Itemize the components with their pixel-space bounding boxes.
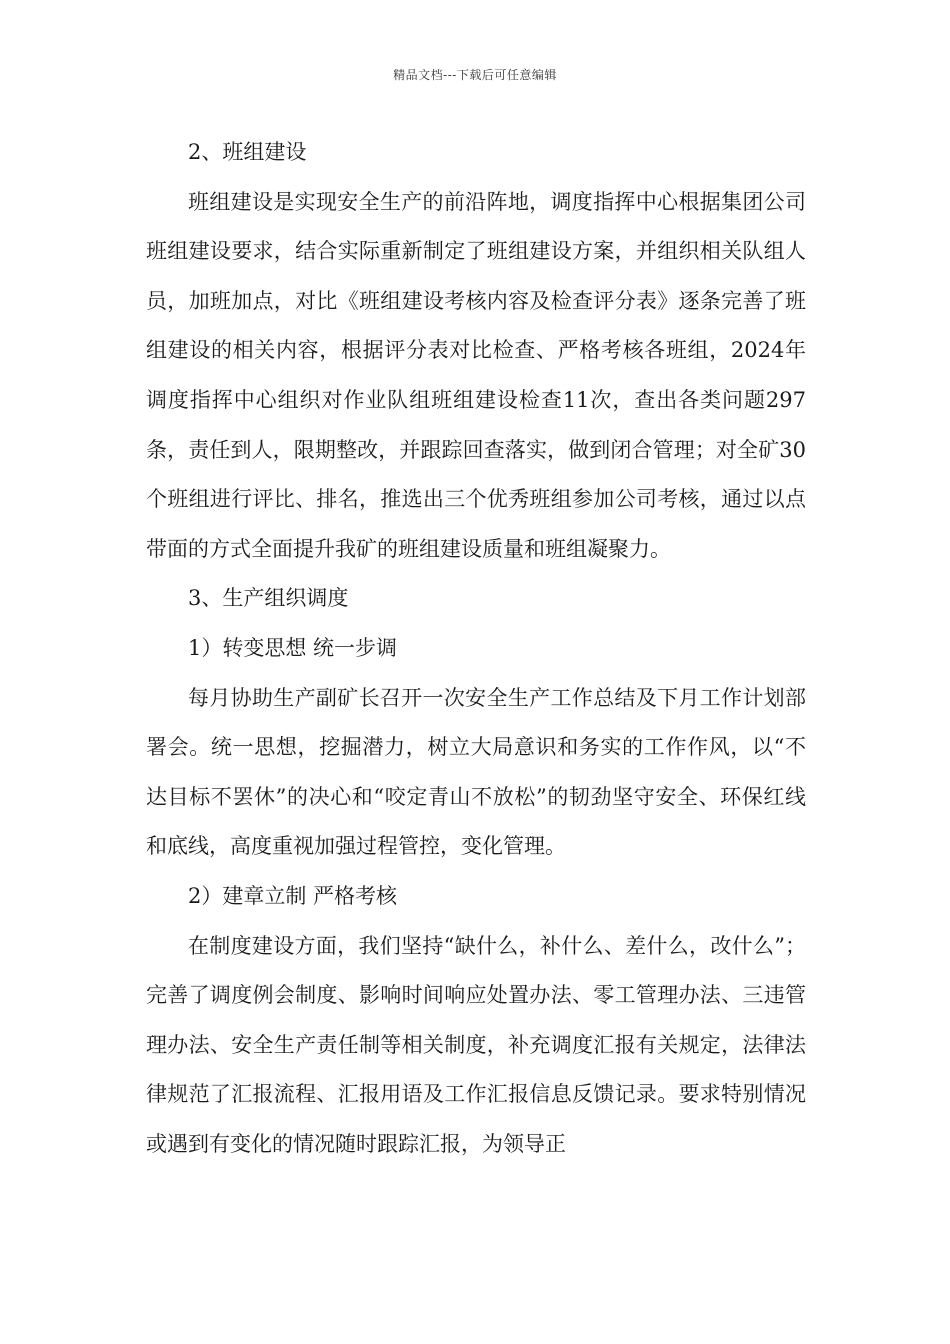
paragraph-rules-assessment: 在制度建设方面，我们坚持“缺什么，补什么、差什么，改什么”；完善了调度例会制度、影响时间响应处置办法、零工管理办法、三违管理办法、安全生产责任制等相关制度，补充调度汇报有关规定，法律法律规范了汇报流程、汇报用语及工作汇报信息反馈记录。要求特别情况或遇到有变化的情况随时跟踪汇报，为领导正 xyxy=(146,933,806,1156)
paragraph-team-building: 班组建设是实现安全生产的前沿阵地，调度指挥中心根据集团公司班组建设要求，结合实际重新制定了班组建设方案，并组织相关队组人员，加班加点，对比《班组建设考核内容及检查评分表》逐条完善了班组建设的相关内容，根据评分表对比检查、严格考核各班组，2024年调度指挥中心组织对作业队组班组建设检查11次，查出各类问题297条，责任到人，限期整改，并跟踪回查落实，做到闭合管理；对全矿30个班组进行评比、排名，推选出三个优秀班组参加公司考核，通过以点带面的方式全面提升我矿的班组建设质量和班组凝聚力。 xyxy=(146,189,806,561)
subheading-change-thinking: 1）转变思想 统一步调 xyxy=(188,635,398,660)
page-header: 精品文档---下载后可任意编辑 xyxy=(393,68,557,82)
section-heading-production-dispatch: 3、生产组织调度 xyxy=(188,586,349,611)
subheading-rules-assessment: 2）建章立制 严格考核 xyxy=(188,883,398,908)
paragraph-change-thinking: 每月协助生产副矿长召开一次安全生产工作总结及下月工作计划部署会。统一思想，挖掘潜力，树立大局意识和务实的工作作风，以“不达目标不罢休”的决心和“咬定青山不放松”的韧劲坚守安全、环保红线和底线，高度重视加强过程管控，变化管理。 xyxy=(146,685,806,859)
section-heading-team-building: 2、班组建设 xyxy=(188,140,307,164)
document-body xyxy=(146,128,806,1169)
